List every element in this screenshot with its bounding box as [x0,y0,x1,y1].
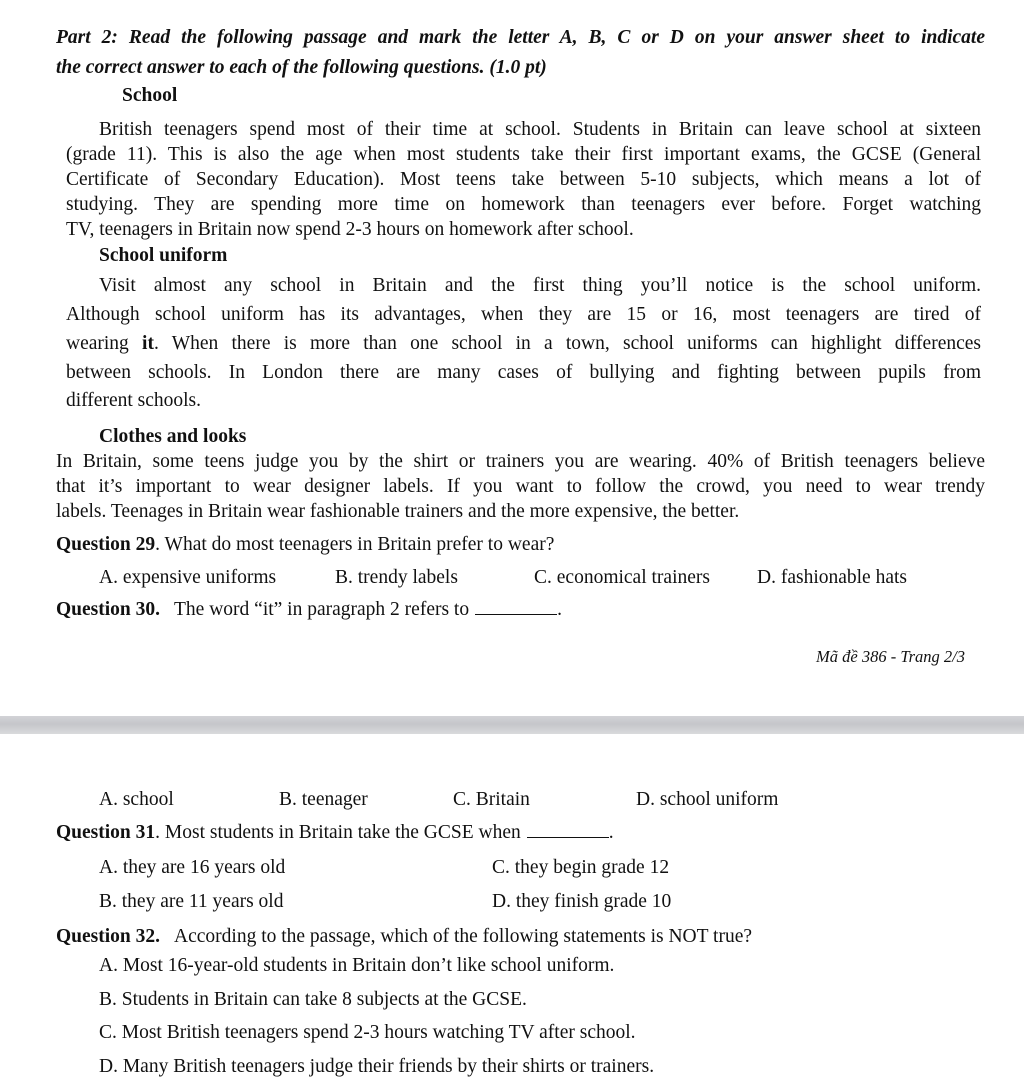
q29-option-a: A. expensive uniforms [99,567,277,588]
q29-option-d: D. fashionable hats [757,567,908,588]
q32-option-d: D. Many British teenagers judge their friends by their shirts or trainers. [99,1056,655,1077]
instruction-line-1: Part 2: Read the following passage and mark the letter A, B, C or D on your answer sheet to indicate [56,27,985,48]
question-29-text: . What do most teenagers in Britain prefer to wear? [155,534,555,555]
question-30-text: The word “it” in paragraph 2 refers to [174,599,470,620]
q32-option-c: C. Most British teenagers spend 2-3 hours watching TV after school. [99,1022,636,1043]
question-31: Question 31. Most students in Britain take the GCSE when . [56,822,614,843]
uniform-paragraph-line: Although school uniform has its advantages, when they are 15 or 16, most teenagers are tired of [66,304,981,325]
question-30: Question 30. The word “it” in paragraph 2 refers to . [56,599,562,620]
uniform-paragraph-line: different schools. [66,390,202,411]
q31-option-b: B. they are 11 years old [99,891,284,912]
heading-clothes-and-looks: Clothes and looks [99,426,247,447]
exam-page-lower [0,734,1024,1081]
school-paragraph-line: (grade 11). This is also the age when most students take their first important exams, the GCSE (General [66,144,981,165]
question-32 [56,924,752,949]
school-paragraph-line: TV, teenagers in Britain now spend 2-3 hours on homework after school. [66,219,634,240]
heading-school: School [122,85,178,106]
q32-option-a: A. Most 16-year-old students in Britain don’t like school uniform. [99,955,615,976]
heading-school-uniform: School uniform [99,245,228,266]
q29-option-c: C. economical trainers [534,567,710,588]
q31-option-c: C. they begin grade 12 [492,857,670,878]
school-paragraph-line: studying. They are spending more time on homework than teenagers ever before. Forget watching [66,194,981,215]
question-31-label: Question 31 [56,822,156,843]
uniform-paragraph-line: between schools. In London there are many cases of bullying and fighting between pupils from [66,362,981,383]
page-footer: Mã đề 386 - Trang 2/3 [816,647,965,666]
uniform-paragraph-line: wearing it. When there is more than one school in a town, school uniforms can highlight differences [66,333,981,354]
clothes-paragraph-line: labels. Teenages in Britain wear fashionable trainers and the more expensive, the better. [56,501,740,522]
uniform-paragraph-line: Visit almost any school in Britain and the first thing you’ll notice is the school uniform. [99,275,981,296]
referent-word-it: it [142,333,154,354]
clothes-paragraph-line: that it’s important to wear designer labels. If you want to follow the crowd, you need to wear trendy [56,476,985,497]
question-29-label: Question 29 [56,534,156,555]
question-29 [56,532,554,557]
question-32-label: Question 32. [56,926,161,947]
q30-option-a: A. school [99,789,174,810]
q30-option-c: C. Britain [453,789,530,810]
q32-option-b: B. Students in Britain can take 8 subjects at the GCSE. [99,989,527,1010]
question-32-text: According to the passage, which of the following statements is NOT true? [174,926,753,947]
answer-blank [475,598,557,615]
q31-option-d: D. they finish grade 10 [492,891,672,912]
clothes-paragraph-line: In Britain, some teens judge you by the shirt or trainers you are wearing. 40% of British teenagers believe [56,451,985,472]
question-31-text: . Most students in Britain take the GCSE when [155,822,521,843]
q31-option-a: A. they are 16 years old [99,857,286,878]
school-paragraph-line: British teenagers spend most of their time at school. Students in Britain can leave school at sixteen [99,119,981,140]
question-30-label: Question 30. [56,599,161,620]
answer-blank [527,821,609,838]
q30-option-b: B. teenager [279,789,368,810]
school-paragraph-line: Certificate of Secondary Education). Most teens take between 5-10 subjects, which means a lot of [66,169,981,190]
page-separator [0,716,1024,734]
q29-option-b: B. trendy labels [335,567,458,588]
instruction-line-2: the correct answer to each of the following questions. (1.0 pt) [56,57,547,78]
q30-option-d: D. school uniform [636,789,779,810]
